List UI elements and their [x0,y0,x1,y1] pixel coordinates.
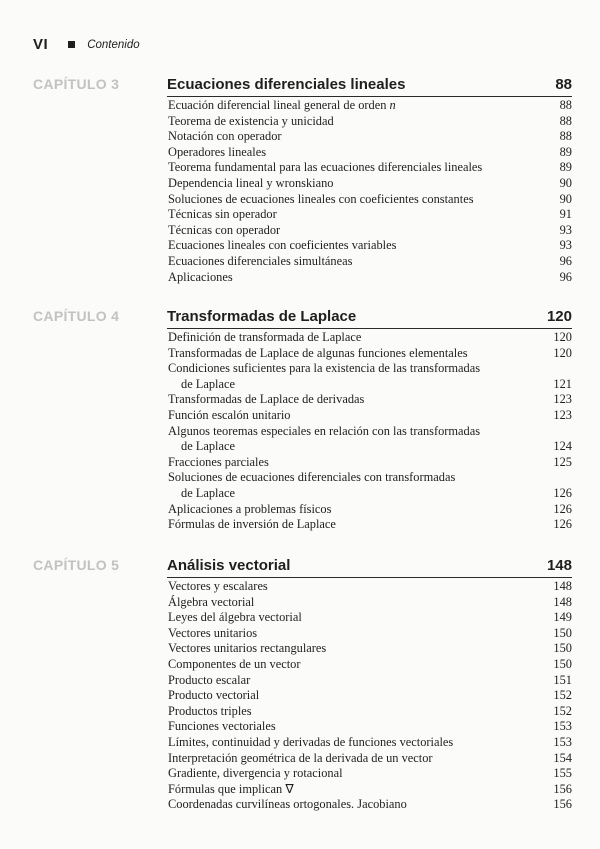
entry-title: Soluciones de ecuaciones diferenciales con transformadas [168,470,456,485]
entry-page: 149 [553,610,572,625]
toc-entry[interactable] [168,176,572,192]
entry-page: 120 [553,345,572,360]
toc-entry[interactable] [168,688,572,704]
entry-page: 152 [553,703,572,718]
toc-entry[interactable] [168,192,572,208]
entry-page: 88 [559,98,572,112]
toc-entry[interactable] [168,657,572,673]
entry-page: 89 [559,160,572,175]
toc-entry[interactable] [168,330,572,346]
entry-page: 120 [553,330,572,344]
entry-title: Ecuación diferencial lineal general de orden n [168,98,396,112]
toc-entry[interactable] [168,579,572,595]
entry-page: 126 [553,485,572,500]
entry-page: 123 [553,407,572,422]
entry-page: 96 [559,269,572,284]
entry-page: 153 [553,734,572,749]
entry-page: 154 [553,750,572,765]
entry-page: 91 [559,207,572,222]
entry-title: Leyes del álgebra vectorial [168,610,302,625]
chapter-title[interactable]: Ecuaciones diferenciales lineales [167,76,406,93]
entry-list [168,98,572,285]
chapter-label: CAPÍTULO 5 [33,557,120,573]
toc-entry[interactable] [168,704,572,720]
entry-title: Fracciones parciales [168,454,269,469]
entry-title: Transformadas de Laplace de derivadas [168,392,365,407]
entry-page: 126 [553,517,572,532]
entry-page: 121 [553,376,572,391]
entry-page: 156 [553,781,572,796]
entry-page: 155 [553,766,572,781]
chapter-page: 88 [555,76,572,93]
entry-page: 152 [553,688,572,703]
toc-entry[interactable] [168,207,572,223]
entry-page: 123 [553,392,572,407]
toc-entry[interactable] [168,270,572,286]
toc-entry[interactable] [168,223,572,239]
entry-page: 125 [553,454,572,469]
chapter-page: 148 [546,557,572,574]
entry-page: 96 [559,253,572,268]
entry-title: Producto vectorial [168,688,260,703]
page-number: VI [33,36,49,53]
toc-entry[interactable] [168,641,572,657]
toc-entry[interactable] [168,626,572,642]
entry-title: Técnicas sin operador [168,207,277,222]
entry-page: 150 [553,656,572,671]
entry-title: Dependencia lineal y wronskiano [168,175,334,190]
entry-title: Teorema fundamental para las ecuaciones diferenciales lineales [168,160,483,175]
toc-entry[interactable] [168,361,572,392]
entry-title: Componentes de un vector [168,656,301,671]
toc-entry[interactable] [168,98,572,114]
chapter-divider [167,328,572,329]
entry-page: 88 [559,113,572,128]
chapter-label: CAPÍTULO 3 [33,76,120,92]
toc-entry[interactable] [168,735,572,751]
entry-page: 126 [553,501,572,516]
entry-page: 89 [559,144,572,159]
toc-entry[interactable] [168,254,572,270]
toc-entry[interactable] [168,455,572,471]
entry-page: 150 [553,641,572,656]
entry-title: Interpretación geométrica de la derivada de un vector [168,750,433,765]
entry-title: Transformadas de Laplace de algunas funciones elementales [168,345,468,360]
entry-page: 148 [553,594,572,609]
entry-page: 150 [553,625,572,640]
entry-page: 93 [559,238,572,253]
toc-entry[interactable] [168,517,572,533]
entry-page: 88 [559,129,572,144]
page-header [33,36,140,53]
entry-title: Algunos teoremas especiales en relación con las transformadas [168,423,481,438]
toc-entry[interactable] [168,782,572,798]
entry-title: Productos triples [168,703,252,718]
entry-title-continuation: de Laplace [181,439,235,454]
entry-title: Ecuaciones lineales con coeficientes variables [168,238,397,253]
entry-title: Vectores unitarios rectangulares [168,641,327,656]
entry-page: 90 [559,191,572,206]
entry-title: Vectores y escalares [168,579,268,593]
entry-title: Álgebra vectorial [168,594,255,609]
toc-entry[interactable] [168,114,572,130]
entry-title: Operadores lineales [168,144,267,159]
entry-title: Técnicas con operador [168,222,281,237]
toc-entry[interactable] [168,238,572,254]
chapter-title[interactable]: Transformadas de Laplace [167,308,357,325]
toc-entry[interactable] [168,470,572,501]
entry-title: Soluciones de ecuaciones lineales con coeficientes constantes [168,191,474,206]
entry-page: 156 [553,797,572,812]
entry-title: Vectores unitarios [168,625,258,640]
entry-title: Teorema de existencia y unicidad [168,113,334,128]
toc-entry[interactable] [168,392,572,408]
entry-title: Ecuaciones diferenciales simultáneas [168,253,353,268]
entry-list [168,579,572,813]
chapter-title[interactable]: Análisis vectorial [167,557,291,574]
entry-title: Fórmulas de inversión de Laplace [168,517,336,532]
toc-entry[interactable] [168,129,572,145]
toc-entry[interactable] [168,145,572,161]
toc-entry[interactable] [168,673,572,689]
toc-entry[interactable] [168,751,572,767]
entry-page: 151 [553,672,572,687]
toc-entry[interactable] [168,502,572,518]
section-name: Contenido [87,38,140,51]
entry-page: 124 [553,439,572,454]
chapter-label: CAPÍTULO 4 [33,308,120,324]
entry-page: 153 [553,719,572,734]
entry-title: Aplicaciones [168,269,233,284]
toc-entry[interactable] [168,408,572,424]
entry-title: Condiciones suficientes para la existencia de las transformadas [168,361,481,376]
entry-title: Fórmulas que implican ∇ [168,781,294,796]
entry-list [168,330,572,533]
entry-title: Coordenadas curvilíneas ortogonales. Jacobiano [168,797,407,812]
toc-entry[interactable] [168,346,572,362]
entry-page: 90 [559,175,572,190]
entry-title: Notación con operador [168,129,282,144]
chapter-divider [167,96,572,97]
entry-page: 148 [553,579,572,593]
entry-title-continuation: de Laplace [181,485,235,500]
toc-entry[interactable] [168,160,572,176]
entry-title-continuation: de Laplace [181,376,235,391]
entry-title: Producto escalar [168,672,251,687]
entry-title: Función escalón unitario [168,407,291,422]
entry-page: 93 [559,222,572,237]
chapter-divider [167,577,572,578]
entry-title: Definición de transformada de Laplace [168,330,362,344]
toc-entry[interactable] [168,610,572,626]
square-bullet-icon [68,41,75,48]
entry-title: Límites, continuidad y derivadas de funciones vectoriales [168,734,454,749]
toc-entry[interactable] [168,797,572,813]
entry-title: Aplicaciones a problemas físicos [168,501,332,516]
toc-entry[interactable] [168,719,572,735]
entry-title: Gradiente, divergencia y rotacional [168,766,343,781]
entry-title: Funciones vectoriales [168,719,276,734]
toc-entry[interactable] [168,424,572,455]
toc-entry[interactable] [168,766,572,782]
toc-entry[interactable] [168,595,572,611]
chapter-page: 120 [546,308,572,325]
